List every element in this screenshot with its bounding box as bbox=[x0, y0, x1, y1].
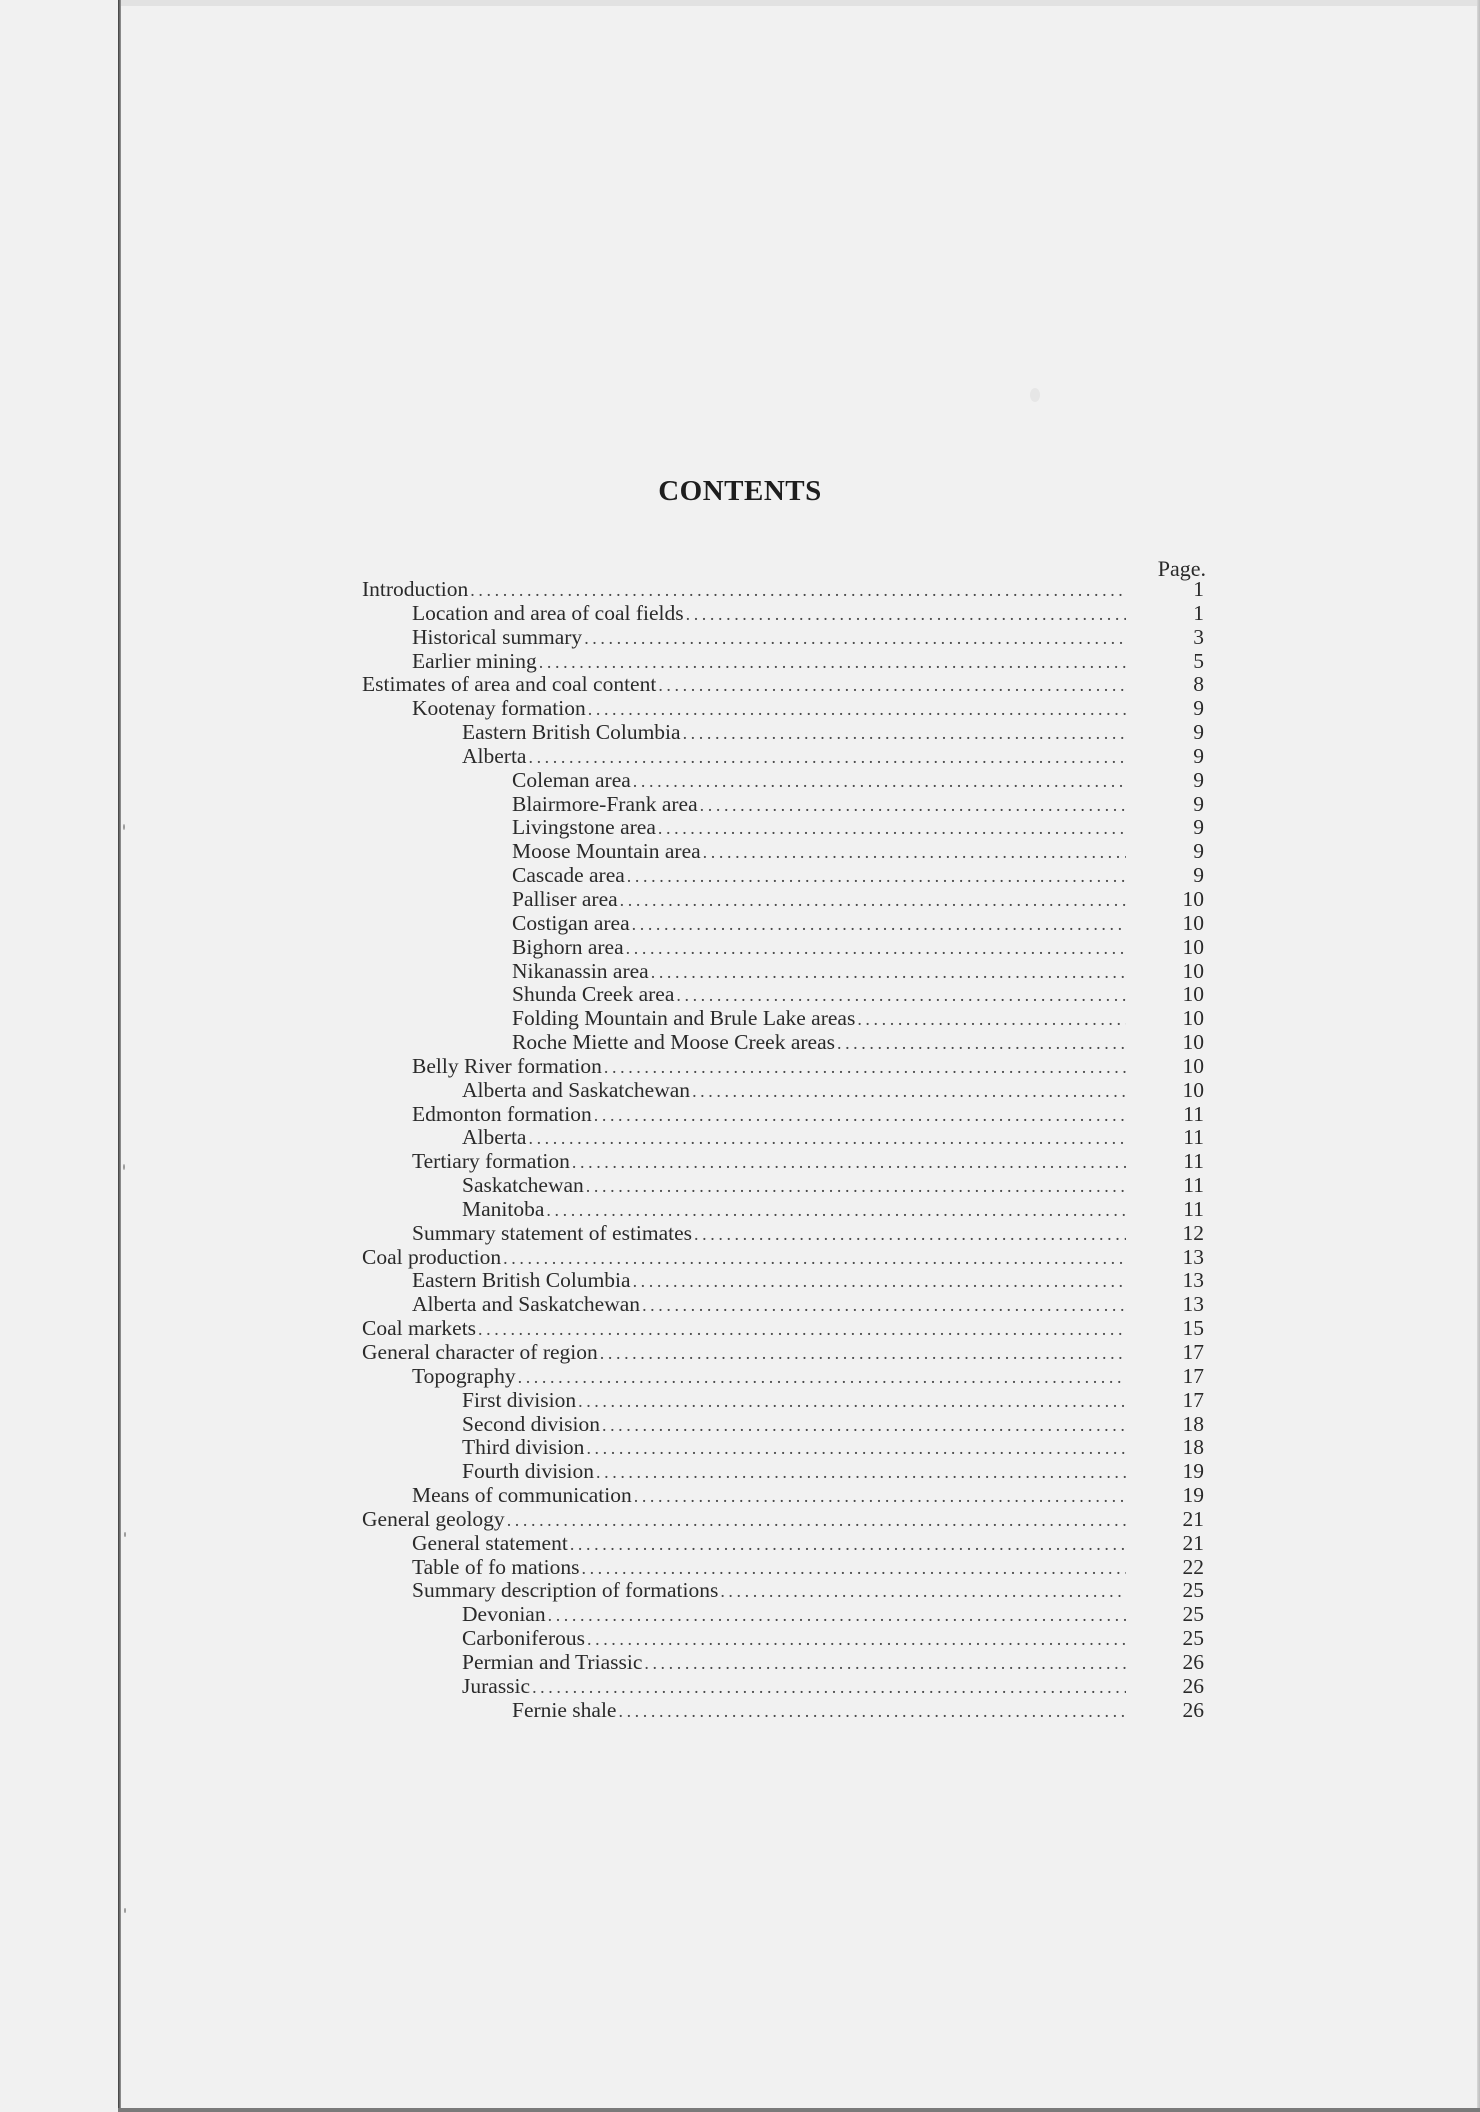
toc-entry-page-number: 1 bbox=[1193, 577, 1204, 601]
toc-entry-title: Tertiary formation bbox=[412, 1149, 570, 1174]
toc-entry bbox=[362, 1150, 1204, 1174]
toc-entry-title: Cascade area bbox=[512, 863, 625, 888]
toc-dot-leader bbox=[644, 1652, 1126, 1676]
toc-entry-title: Summary description of formations bbox=[412, 1578, 719, 1603]
toc-entry-title: Table of fo mations bbox=[412, 1554, 580, 1579]
toc-dot-leader bbox=[570, 1533, 1126, 1557]
toc-entry-title: General geology bbox=[362, 1506, 505, 1531]
toc-entry-page-number: 11 bbox=[1183, 1125, 1204, 1150]
toc-dot-leader bbox=[633, 770, 1126, 794]
toc-entry bbox=[362, 1365, 1204, 1389]
page-column-label: Page. bbox=[1157, 556, 1206, 581]
toc-dot-leader bbox=[578, 1390, 1126, 1414]
toc-entry-page-number: 10 bbox=[1182, 982, 1204, 1007]
toc-entry-page-number: 12 bbox=[1182, 1220, 1204, 1245]
toc-entry-page-number: 25 bbox=[1182, 1578, 1204, 1603]
toc-dot-leader bbox=[634, 1485, 1126, 1509]
scan-speck bbox=[124, 1908, 126, 1913]
toc-dot-leader bbox=[503, 1247, 1126, 1271]
toc-entry bbox=[362, 1579, 1204, 1603]
toc-entry-page-number: 17 bbox=[1182, 1340, 1204, 1364]
toc-entry bbox=[362, 1174, 1204, 1198]
toc-entry-page-number: 9 bbox=[1193, 791, 1204, 816]
toc-entry bbox=[362, 1460, 1204, 1484]
toc-entry-title: Edmonton formation bbox=[412, 1101, 592, 1126]
toc-entry-page-number: 10 bbox=[1182, 1077, 1204, 1102]
toc-entry-page-number: 13 bbox=[1182, 1244, 1204, 1269]
toc-dot-leader bbox=[676, 984, 1126, 1008]
toc-entry bbox=[362, 1055, 1204, 1079]
toc-entry-page-number: 25 bbox=[1182, 1602, 1204, 1627]
toc-entry bbox=[362, 1269, 1204, 1293]
toc-dot-leader bbox=[572, 1151, 1126, 1175]
toc-entry-page-number: 10 bbox=[1182, 1053, 1204, 1078]
toc-dot-leader bbox=[602, 1414, 1126, 1438]
toc-entry-title: Folding Mountain and Brule Lake areas bbox=[512, 1006, 856, 1031]
toc-dot-leader bbox=[651, 961, 1126, 985]
toc-entry bbox=[362, 1627, 1204, 1651]
toc-entry bbox=[362, 745, 1204, 769]
toc-dot-leader bbox=[470, 579, 1126, 603]
toc-entry-title: Alberta and Saskatchewan bbox=[462, 1077, 691, 1102]
toc-entry-page-number: 9 bbox=[1193, 743, 1204, 768]
toc-entry-page-number: 26 bbox=[1182, 1697, 1204, 1722]
toc-dot-leader bbox=[507, 1509, 1126, 1533]
toc-entry-page-number: 11 bbox=[1183, 1173, 1204, 1198]
toc-entry-title: Saskatchewan bbox=[462, 1173, 584, 1198]
toc-entry-title: Kootenay formation bbox=[412, 696, 586, 721]
toc-entry-title: Eastern British Columbia bbox=[412, 1268, 631, 1293]
toc-entry bbox=[362, 1651, 1204, 1675]
toc-entry-title: Permian and Triassic bbox=[462, 1649, 643, 1674]
page-bottom-edge bbox=[118, 2108, 1480, 2112]
toc-entry bbox=[362, 1126, 1204, 1150]
toc-entry bbox=[362, 1508, 1204, 1532]
toc-entry-title: Fernie shale bbox=[512, 1697, 617, 1722]
toc-entry-title: Eastern British Columbia bbox=[462, 720, 681, 745]
toc-entry bbox=[362, 1532, 1204, 1556]
toc-entry-title: Alberta and Saskatchewan bbox=[412, 1292, 641, 1317]
toc-entry bbox=[362, 1007, 1204, 1031]
toc-dot-leader bbox=[658, 674, 1126, 698]
toc-dot-leader bbox=[596, 1461, 1126, 1485]
toc-entry bbox=[362, 1556, 1204, 1580]
toc-entry-title: Location and area of coal fields bbox=[412, 600, 684, 625]
toc-entry bbox=[362, 697, 1204, 721]
toc-dot-leader bbox=[633, 1270, 1126, 1294]
toc-entry-page-number: 25 bbox=[1182, 1626, 1204, 1651]
toc-entry bbox=[362, 673, 1204, 697]
toc-entry-title: Shunda Creek area bbox=[512, 982, 675, 1007]
toc-entry-page-number: 18 bbox=[1182, 1411, 1204, 1436]
toc-entry bbox=[362, 1198, 1204, 1222]
toc-entry bbox=[362, 864, 1204, 888]
toc-entry-title: Belly River formation bbox=[412, 1053, 602, 1078]
toc-entry-page-number: 9 bbox=[1193, 863, 1204, 888]
toc-entry bbox=[362, 1341, 1204, 1365]
scan-speck bbox=[123, 1164, 125, 1170]
toc-entry bbox=[362, 1246, 1204, 1270]
toc-dot-leader bbox=[478, 1318, 1126, 1342]
toc-entry-page-number: 9 bbox=[1193, 839, 1204, 864]
toc-entry bbox=[362, 1413, 1204, 1437]
toc-dot-leader bbox=[532, 1676, 1126, 1700]
toc-dot-leader bbox=[518, 1366, 1126, 1390]
toc-entry bbox=[362, 578, 1204, 602]
toc-entry-page-number: 15 bbox=[1182, 1316, 1204, 1341]
toc-entry-title: Means of communication bbox=[412, 1483, 632, 1508]
toc-dot-leader bbox=[546, 1199, 1126, 1223]
toc-entry-title: First division bbox=[462, 1387, 577, 1412]
toc-dot-leader bbox=[703, 841, 1126, 865]
table-of-contents bbox=[362, 578, 1204, 1723]
toc-entry-title: Historical summary bbox=[412, 624, 583, 649]
page-top-edge bbox=[118, 0, 1480, 6]
toc-dot-leader bbox=[588, 698, 1126, 722]
scan-speck bbox=[1030, 388, 1040, 402]
toc-entry bbox=[362, 1317, 1204, 1341]
toc-entry-title: Palliser area bbox=[512, 886, 618, 911]
toc-dot-leader bbox=[700, 794, 1126, 818]
toc-entry-title: Coal markets bbox=[362, 1316, 477, 1341]
toc-entry bbox=[362, 1603, 1204, 1627]
page-left-edge bbox=[118, 0, 121, 2112]
toc-dot-leader bbox=[584, 627, 1126, 651]
toc-dot-leader bbox=[658, 817, 1126, 841]
toc-dot-leader bbox=[586, 1437, 1126, 1461]
toc-dot-leader bbox=[857, 1008, 1126, 1032]
toc-entry-page-number: 10 bbox=[1182, 958, 1204, 983]
toc-entry bbox=[362, 626, 1204, 650]
toc-entry-title: Livingstone area bbox=[512, 815, 656, 840]
toc-entry-page-number: 26 bbox=[1182, 1649, 1204, 1674]
toc-entry-page-number: 11 bbox=[1183, 1149, 1204, 1174]
toc-entry bbox=[362, 816, 1204, 840]
toc-entry-title: Moose Mountain area bbox=[512, 839, 701, 864]
toc-entry bbox=[362, 650, 1204, 674]
toc-entry-title: Coleman area bbox=[512, 767, 631, 792]
toc-entry-page-number: 5 bbox=[1193, 648, 1204, 673]
toc-entry-page-number: 10 bbox=[1182, 886, 1204, 911]
toc-entry-page-number: 21 bbox=[1182, 1506, 1204, 1531]
toc-entry bbox=[362, 769, 1204, 793]
toc-entry-title: Earlier mining bbox=[412, 648, 537, 673]
toc-entry-page-number: 22 bbox=[1182, 1554, 1204, 1579]
toc-dot-leader bbox=[528, 1127, 1126, 1151]
toc-entry-title: Carboniferous bbox=[462, 1626, 585, 1651]
toc-entry bbox=[362, 1031, 1204, 1055]
toc-entry bbox=[362, 1103, 1204, 1127]
toc-entry-title: Summary statement of estimates bbox=[412, 1220, 693, 1245]
toc-entry bbox=[362, 1436, 1204, 1460]
toc-dot-leader bbox=[632, 913, 1126, 937]
toc-entry-page-number: 9 bbox=[1193, 720, 1204, 745]
toc-entry bbox=[362, 1699, 1204, 1723]
toc-dot-leader bbox=[581, 1557, 1126, 1581]
toc-entry-title: Blairmore-Frank area bbox=[512, 791, 698, 816]
toc-entry-title: Nikanassin area bbox=[512, 958, 649, 983]
toc-dot-leader bbox=[600, 1342, 1126, 1366]
toc-entry-page-number: 10 bbox=[1182, 910, 1204, 935]
toc-entry-title: Alberta bbox=[462, 1125, 527, 1150]
toc-dot-leader bbox=[594, 1104, 1126, 1128]
toc-entry-title: General character of region bbox=[362, 1340, 598, 1364]
toc-dot-leader bbox=[720, 1580, 1126, 1604]
toc-entry-page-number: 11 bbox=[1183, 1196, 1204, 1221]
toc-entry bbox=[362, 1293, 1204, 1317]
toc-dot-leader bbox=[586, 1175, 1126, 1199]
toc-entry bbox=[362, 1222, 1204, 1246]
toc-entry-title: General statement bbox=[412, 1530, 568, 1555]
toc-dot-leader bbox=[686, 603, 1126, 627]
toc-entry-page-number: 1 bbox=[1193, 600, 1204, 625]
scan-speck bbox=[123, 824, 125, 830]
toc-entry-page-number: 10 bbox=[1182, 1030, 1204, 1055]
toc-entry-page-number: 17 bbox=[1182, 1363, 1204, 1388]
toc-entry-title: Manitoba bbox=[462, 1196, 545, 1221]
toc-dot-leader bbox=[694, 1223, 1126, 1247]
toc-entry bbox=[362, 960, 1204, 984]
toc-entry-title: Alberta bbox=[462, 743, 527, 768]
toc-entry-title: Roche Miette and Moose Creek areas bbox=[512, 1030, 835, 1055]
toc-dot-leader bbox=[587, 1628, 1126, 1652]
toc-entry-page-number: 9 bbox=[1193, 815, 1204, 840]
toc-entry-page-number: 18 bbox=[1182, 1435, 1204, 1460]
toc-entry-title: Jurassic bbox=[462, 1673, 531, 1698]
toc-entry bbox=[362, 1389, 1204, 1413]
toc-entry-page-number: 13 bbox=[1182, 1292, 1204, 1317]
toc-dot-leader bbox=[692, 1080, 1126, 1104]
toc-entry-page-number: 8 bbox=[1193, 672, 1204, 697]
toc-entry-title: Coal production bbox=[362, 1244, 502, 1269]
toc-entry bbox=[362, 721, 1204, 745]
toc-dot-leader bbox=[627, 865, 1126, 889]
toc-entry bbox=[362, 983, 1204, 1007]
toc-entry-page-number: 9 bbox=[1193, 767, 1204, 792]
toc-entry-page-number: 9 bbox=[1193, 696, 1204, 721]
toc-entry bbox=[362, 1484, 1204, 1508]
toc-dot-leader bbox=[626, 937, 1126, 961]
toc-entry-page-number: 10 bbox=[1182, 934, 1204, 959]
toc-entry-title: Second division bbox=[462, 1411, 600, 1436]
toc-entry-title: Bighorn area bbox=[512, 934, 624, 959]
toc-dot-leader bbox=[528, 746, 1126, 770]
toc-entry-title: Topography bbox=[412, 1363, 516, 1388]
toc-dot-leader bbox=[548, 1604, 1126, 1628]
toc-dot-leader bbox=[620, 889, 1126, 913]
toc-entry-page-number: 26 bbox=[1182, 1673, 1204, 1698]
toc-entry-title: Fourth division bbox=[462, 1459, 595, 1484]
toc-dot-leader bbox=[618, 1700, 1126, 1724]
toc-entry bbox=[362, 602, 1204, 626]
toc-entry bbox=[362, 912, 1204, 936]
toc-entry bbox=[362, 840, 1204, 864]
toc-entry-page-number: 13 bbox=[1182, 1268, 1204, 1293]
toc-dot-leader bbox=[539, 651, 1126, 675]
page-title: CONTENTS bbox=[658, 475, 822, 508]
toc-dot-leader bbox=[683, 722, 1126, 746]
toc-entry bbox=[362, 1079, 1204, 1103]
toc-entry-page-number: 17 bbox=[1182, 1387, 1204, 1412]
toc-dot-leader bbox=[837, 1032, 1126, 1056]
toc-entry-title: Costigan area bbox=[512, 910, 630, 935]
toc-entry bbox=[362, 1675, 1204, 1699]
toc-entry-title: Devonian bbox=[462, 1602, 546, 1627]
toc-entry-page-number: 3 bbox=[1193, 624, 1204, 649]
toc-entry-title: Estimates of area and coal content bbox=[362, 672, 657, 697]
toc-dot-leader bbox=[642, 1294, 1126, 1318]
toc-entry-page-number: 19 bbox=[1182, 1483, 1204, 1508]
toc-entry bbox=[362, 793, 1204, 817]
toc-entry-title: Third division bbox=[462, 1435, 585, 1460]
toc-entry-page-number: 21 bbox=[1182, 1530, 1204, 1555]
toc-entry-page-number: 10 bbox=[1182, 1006, 1204, 1031]
scan-speck bbox=[124, 1532, 126, 1537]
toc-entry-page-number: 11 bbox=[1183, 1101, 1204, 1126]
toc-dot-leader bbox=[604, 1056, 1126, 1080]
toc-entry-page-number: 19 bbox=[1182, 1459, 1204, 1484]
toc-entry-title: Introduction bbox=[362, 577, 469, 601]
toc-entry bbox=[362, 936, 1204, 960]
toc-entry bbox=[362, 888, 1204, 912]
